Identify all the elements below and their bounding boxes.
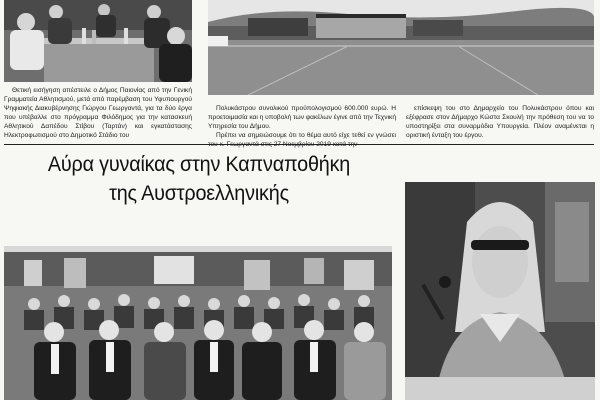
section-divider (4, 144, 594, 145)
audience-photo (4, 246, 392, 400)
article-paragraph: Θετική εισήγηση απέστειλε ο Δήμος Παιονίας από την Γενική Γραμματεία Αθλητισμού, μετά από παρέμβαση του Υφυπουργού Ψηφιακής Διακυβέρνησης Γιώργου Γεωργαντά, για τα δύο έργα που υπέβαλλε στο πρόγραμμα Φιλόδημος για την κατασκευή Αθλητικού Δαπέδου Στίβου (Ταρτάν) και εγκατάστασης Ηλεκτροφωτισμού στο Δημοτικό Στάδιο του (4, 87, 192, 139)
article-paragraph: Πολυκάστρου συνολικού προϋπολογισμού 600.000 ευρώ. Η προετοιμασία και η υποβολή των φακέλων έγινε από την Τεχνική Υπηρεσία του Δήμου. (208, 105, 396, 130)
headline-line-2: της Αυστροελληνικής (109, 181, 289, 205)
stadium-photo (208, 0, 594, 95)
headline-line-1: Αύρα γυναίκας στην Καπναποθήκη (47, 152, 351, 176)
speaker-photo (405, 182, 595, 400)
headline (20, 150, 379, 208)
article-paragraph: επίσκεψη του στο Δημαρχείο του Πολυκάστρου όπου και εξέφρασε στον Δήμαρχο Κώστα Σκουλή την πρόθεση του να το υποστηρίξει στα συναρμόδια Υπουργεία. Πλέον αναμένεται η οριστική ένταξη του έργου. (406, 105, 594, 139)
article-column-2 (208, 104, 396, 149)
article-column-3 (406, 104, 594, 140)
meeting-photo (4, 0, 192, 82)
article-column-1 (4, 86, 192, 140)
article-paragraph: Πρέπει να σημειώσουμε ότι το θέμα αυτό είχε τεθεί εν γνώσει (216, 132, 396, 139)
